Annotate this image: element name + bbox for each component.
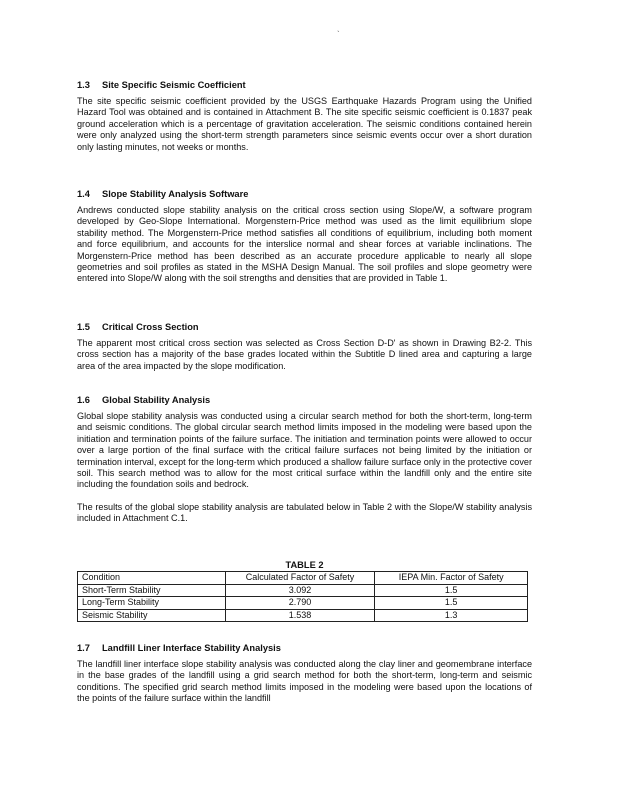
section-paragraph: Global slope stability analysis was conducted using a circular search method for both the short-term, long-term and seismic conditions. The global circular search method limits imposed in the modeling were based upon the initiation and termination points of the failure surface. The initiation and termination points were allowed to occur over a large portion of the final surface with the critical failure surfaces not being limited by the initiation or termination interval, except for the long-term which produced a shallow failure surface only in the protective cover soil. This search method was to allow for the most critical surface within the landfill only and the entire site including the foundation soils and bedrock.: [77, 411, 532, 490]
section-title: Site Specific Seismic Coefficient: [102, 80, 246, 90]
section-title: Critical Cross Section: [102, 322, 199, 332]
table-row: [78, 597, 528, 610]
table-header-row: [78, 572, 528, 585]
table-caption: TABLE 2: [285, 560, 324, 570]
table-cell: 1.538: [225, 609, 375, 622]
section-heading: [77, 79, 532, 91]
section-title: Slope Stability Analysis Software: [102, 189, 249, 199]
section-paragraph: The site specific seismic coefficient provided by the USGS Earthquake Hazards Program using the Unified Hazard Tool was obtained and is contained in Attachment B. The site specific seismic coefficient is 0.1837 peak ground acceleration which is a percentage of gravitation acceleration. The seismic conditions contained herein were only analyzed using the short-term strength parameters since seismic events occur over a short duration only lasting minutes, not weeks or months.: [77, 96, 532, 152]
section-heading: [77, 642, 532, 654]
table-cell: 1.3: [375, 609, 528, 622]
table-cell: 1.5: [375, 597, 528, 610]
table-row: [78, 609, 528, 622]
table-cell: 2.790: [225, 597, 375, 610]
table-cell: 1.5: [375, 584, 528, 597]
section-paragraph: The apparent most critical cross section was selected as Cross Section D-D' as shown in Drawing B2-2. This cross section has a majority of the base grades located within the Subtitle D lined area and capturing a large area of the area impacted by the slope modification.: [77, 338, 532, 371]
table-row: [78, 584, 528, 597]
section-heading: [77, 321, 532, 333]
column-header: Condition: [78, 572, 226, 585]
section-1-4: [77, 188, 532, 285]
section-number: 1.7: [77, 643, 90, 653]
table-cell: Short-Term Stability: [78, 584, 226, 597]
section-1-7: [77, 642, 532, 705]
table-cell: Long-Term Stability: [78, 597, 226, 610]
section-number: 1.4: [77, 189, 90, 199]
table-cell: Seismic Stability: [78, 609, 226, 622]
section-paragraph: The landfill liner interface slope stability analysis was conducted along the clay liner and geomembrane interface in the base grades of the landfill using a grid search method for both the short-term, long-term and seismic conditions. The specified grid search method limits imposed in the modeling were based upon the locations of the points of the failure surface within the landfill: [77, 659, 532, 704]
section-title: Landfill Liner Interface Stability Analysis: [102, 643, 281, 653]
section-paragraph: Andrews conducted slope stability analysis on the critical cross section using Slope/W, a software program developed by Geo-Slope International. Morgenstern-Price method was used as the limit equilibrium slope stability method. The Morgenstern-Price method satisfies all conditions of equilibrium, including both moment and force equilibrium, and accounts for the interslice normal and shear forces at variable inclinations. The Morgenstern-Price method has been described as an accurate procedure applicable to nearly all slope geometries and soil profiles as stated in the MSHA Design Manual. The soil profiles and slope geometry were entered into Slope/W along with the soil strengths and densities that are provided in Table 1.: [77, 205, 532, 284]
results-table: [77, 571, 528, 622]
section-paragraph: The results of the global slope stability analysis are tabulated below in Table 2 with the Slope/W stability analysis included in Attachment C.1.: [77, 501, 532, 524]
column-header: IEPA Min. Factor of Safety: [375, 572, 528, 585]
section-number: 1.6: [77, 395, 90, 405]
section-number: 1.5: [77, 322, 90, 332]
section-heading: [77, 394, 532, 406]
table-cell: 3.092: [225, 584, 375, 597]
column-header: Calculated Factor of Safety: [225, 572, 375, 585]
section-title: Global Stability Analysis: [102, 395, 211, 405]
section-number: 1.3: [77, 80, 90, 90]
section-heading: [77, 188, 532, 200]
section-1-3: [77, 79, 532, 153]
page-mark: `: [337, 30, 340, 39]
section-1-5: [77, 321, 532, 372]
section-1-6: [77, 394, 532, 525]
